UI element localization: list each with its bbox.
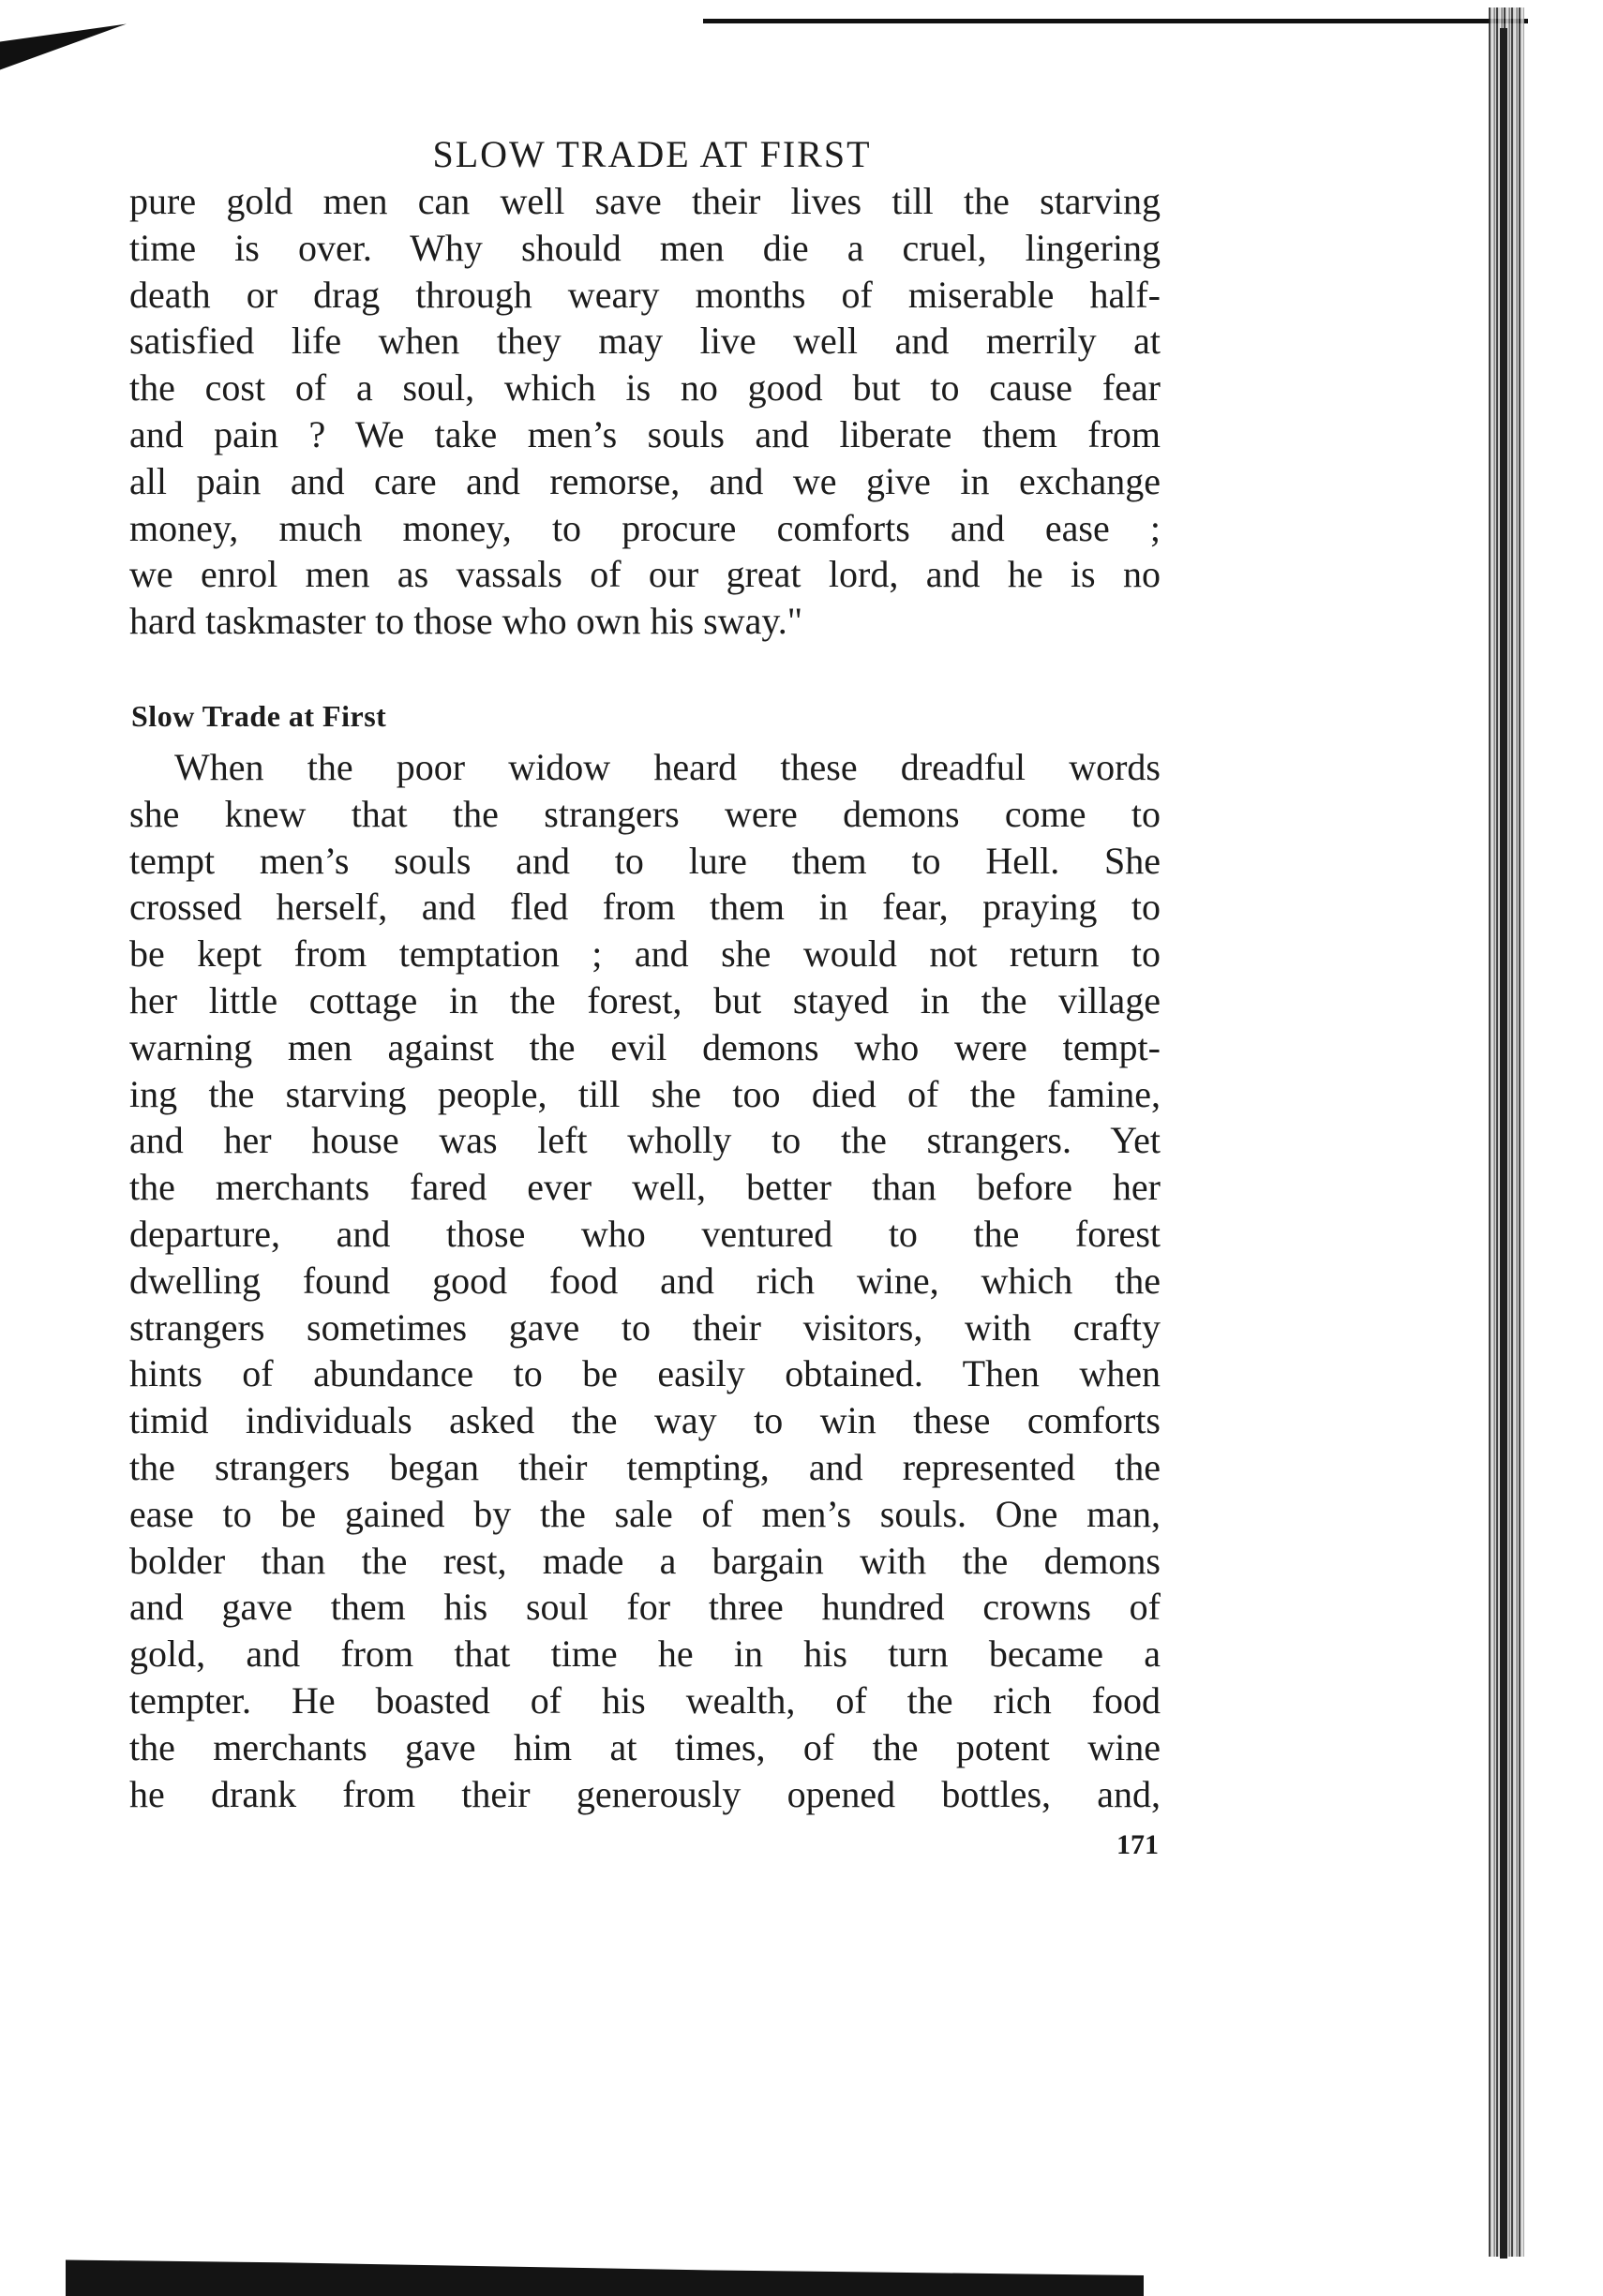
text-line: time is over. Why should men die a cruel, lingering — [129, 226, 1161, 269]
text-line: strangers sometimes gave to their visitors, with crafty — [129, 1305, 1161, 1349]
text-line: she knew that the strangers were demons come to — [129, 792, 1161, 835]
text-line: hard taskmaster to those who own his sway." — [129, 600, 803, 643]
paragraph-1 — [129, 178, 1161, 645]
text-line: bolder than the rest, made a bargain with the demons — [129, 1539, 1161, 1582]
book-binding-shadow — [1500, 28, 1507, 2259]
text-line: pure gold men can well save their lives till the starving — [129, 180, 1161, 222]
text-line: ease to be gained by the sale of men’s souls. One man, — [129, 1492, 1161, 1535]
text-line: we enrol men as vassals of our great lord, and he is no — [129, 553, 1161, 596]
text-line: and pain ? We take men’s souls and liberate them from — [129, 412, 1161, 455]
text-line: warning men against the evil demons who were tempt- — [129, 1025, 1161, 1068]
scan-bottom-edge — [66, 2244, 1144, 2296]
section-heading: Slow Trade at First — [131, 698, 387, 733]
text-line: he drank from their generously opened bottles, and, — [129, 1772, 1161, 1815]
text-line: departure, and those who ventured to the forest — [129, 1212, 1161, 1255]
text-line: the strangers began their tempting, and represented the — [129, 1445, 1161, 1488]
text-line: tempt men’s souls and to lure them to Hell. She — [129, 839, 1161, 882]
text-line: the merchants fared ever well, better than before her — [129, 1166, 1161, 1209]
scan-top-rule — [703, 19, 1528, 23]
text-line: and her house was left wholly to the strangers. Yet — [129, 1119, 1161, 1162]
text-line: gold, and from that time he in his turn became a — [129, 1633, 1161, 1676]
text-line: all pain and care and remorse, and we give in exchange — [129, 459, 1161, 502]
text-line: the cost of a soul, which is no good but to cause fear — [129, 366, 1161, 410]
text-line: death or drag through weary months of miserable half- — [129, 273, 1161, 316]
text-line: satisfied life when they may live well and merrily at — [129, 320, 1161, 363]
text-line: timid individuals asked the way to win these comforts — [129, 1399, 1161, 1442]
text-line: be kept from temptation ; and she would not return to — [129, 932, 1161, 976]
text-line: the merchants gave him at times, of the potent wine — [129, 1725, 1161, 1768]
text-line: dwelling found good food and rich wine, which the — [129, 1259, 1161, 1302]
text-line: and gave them his soul for three hundred crowns of — [129, 1586, 1161, 1629]
running-head: SLOW TRADE AT FIRST — [432, 133, 872, 175]
text-line: money, much money, to procure comforts and ease ; — [129, 506, 1161, 549]
page-number: 171 — [1116, 1829, 1159, 1861]
text-line: tempter. He boasted of his wealth, of the rich food — [129, 1678, 1161, 1722]
paragraph-2 — [129, 744, 1161, 1817]
text-line: When the poor widow heard these dreadful words — [174, 745, 1161, 788]
text-line: ing the starving people, till she too died of the famine, — [129, 1072, 1161, 1115]
text-line: her little cottage in the forest, but stayed in the village — [129, 978, 1161, 1021]
scan-corner-mark — [0, 24, 127, 70]
book-page — [129, 131, 1161, 1864]
text-line: crossed herself, and fled from them in fear, praying to — [129, 886, 1161, 929]
text-line: hints of abundance to be easily obtained. Then when — [129, 1352, 1161, 1395]
